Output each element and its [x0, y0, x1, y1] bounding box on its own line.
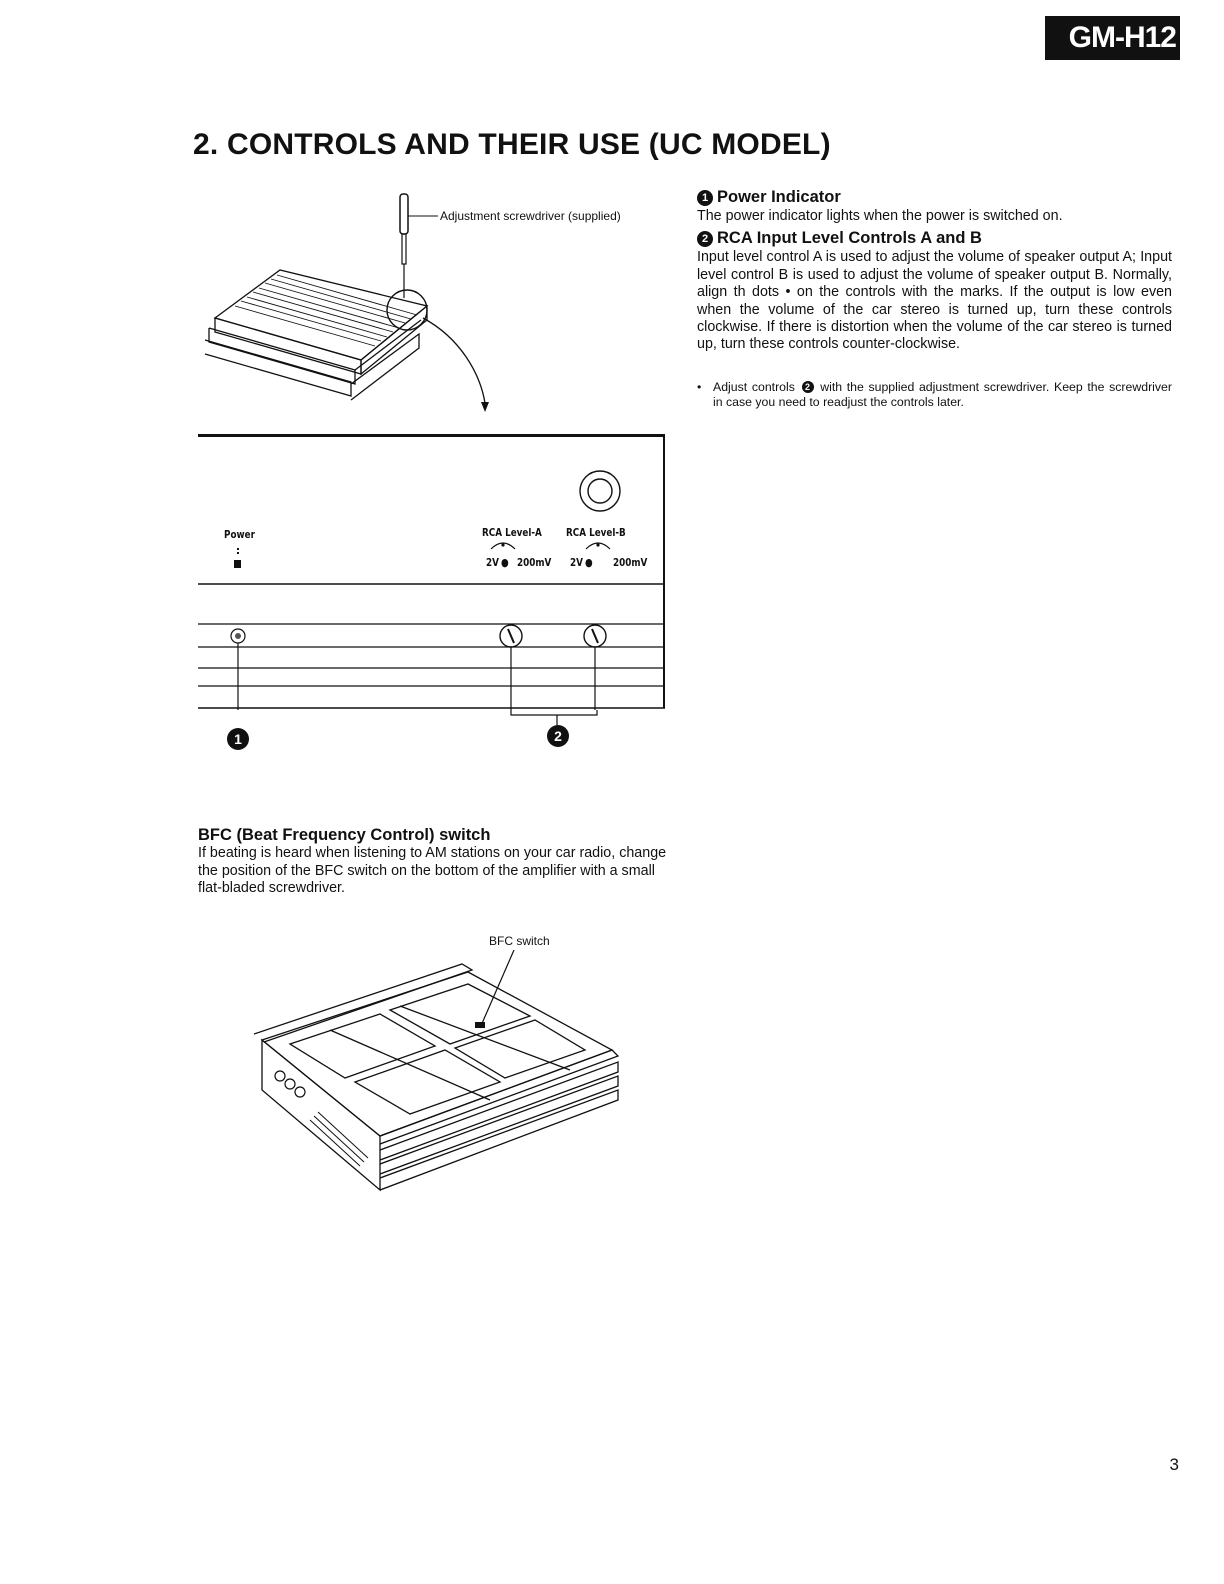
rca-b-dot: ●	[585, 556, 593, 569]
rca-a-high-label: 200mV	[517, 556, 552, 569]
control-panel-diagram	[198, 434, 665, 710]
rca-b-low-label: 2V	[570, 556, 583, 569]
model-tab: GM-H12	[1045, 16, 1180, 60]
rca-b-high-label: 200mV	[613, 556, 648, 569]
page-number: 3	[1169, 1455, 1179, 1474]
power-indicator-section	[697, 188, 1172, 410]
rca-text: Input level control A is used to adjust the volume of speaker output A; Input level control B is used to adjust the volume of speaker output B. Normally, align th dots • on the controls with the marks. If the output is low even when the volume of the car stereo is turned up, turn these controls clockwise. If there is distortion when the volume of the car stereo is turned up, turn these controls counter-clockwise.	[697, 249, 1172, 353]
power-indicator-text: The power indicator lights when the power is switched on.	[697, 208, 1063, 224]
number-1-badge: 1	[697, 190, 713, 206]
callout-2: 2	[547, 725, 569, 747]
number-2-badge-small: 2	[802, 381, 814, 393]
amplifier-bottom-illustration	[240, 950, 625, 1205]
bfc-text: If beating is heard when listening to AM stations on your car radio, change the position of the BFC switch on the bottom of the amplifier with a small flat-bladed screwdriver.	[198, 845, 667, 896]
rca-level-b-label: RCA Level-B	[566, 526, 626, 539]
note-text: • Adjust controls 2 with the supplied adjustment screwdriver. Keep the screwdriver in case you need to readjust the controls later.	[697, 379, 1172, 409]
power-label: Power	[224, 528, 255, 541]
bfc-heading: BFC (Beat Frequency Control) switch	[198, 826, 491, 844]
bfc-switch-label: BFC switch	[489, 934, 550, 948]
screwdriver-label: Adjustment screwdriver (supplied)	[440, 209, 621, 223]
rca-heading: 2 RCA Input Level Controls A and B	[697, 229, 1172, 248]
amplifier-top-illustration	[195, 188, 675, 423]
power-indicator-heading: 1 Power Indicator	[697, 188, 1172, 207]
bfc-section	[198, 826, 676, 898]
rca-level-a-label: RCA Level-A	[482, 526, 542, 539]
number-2-badge: 2	[697, 231, 713, 247]
page-title: 2. CONTROLS AND THEIR USE (UC MODEL)	[193, 128, 831, 161]
callout-1: 1	[227, 728, 249, 750]
rca-a-dot: ●	[501, 556, 509, 569]
rca-a-low-label: 2V	[486, 556, 499, 569]
